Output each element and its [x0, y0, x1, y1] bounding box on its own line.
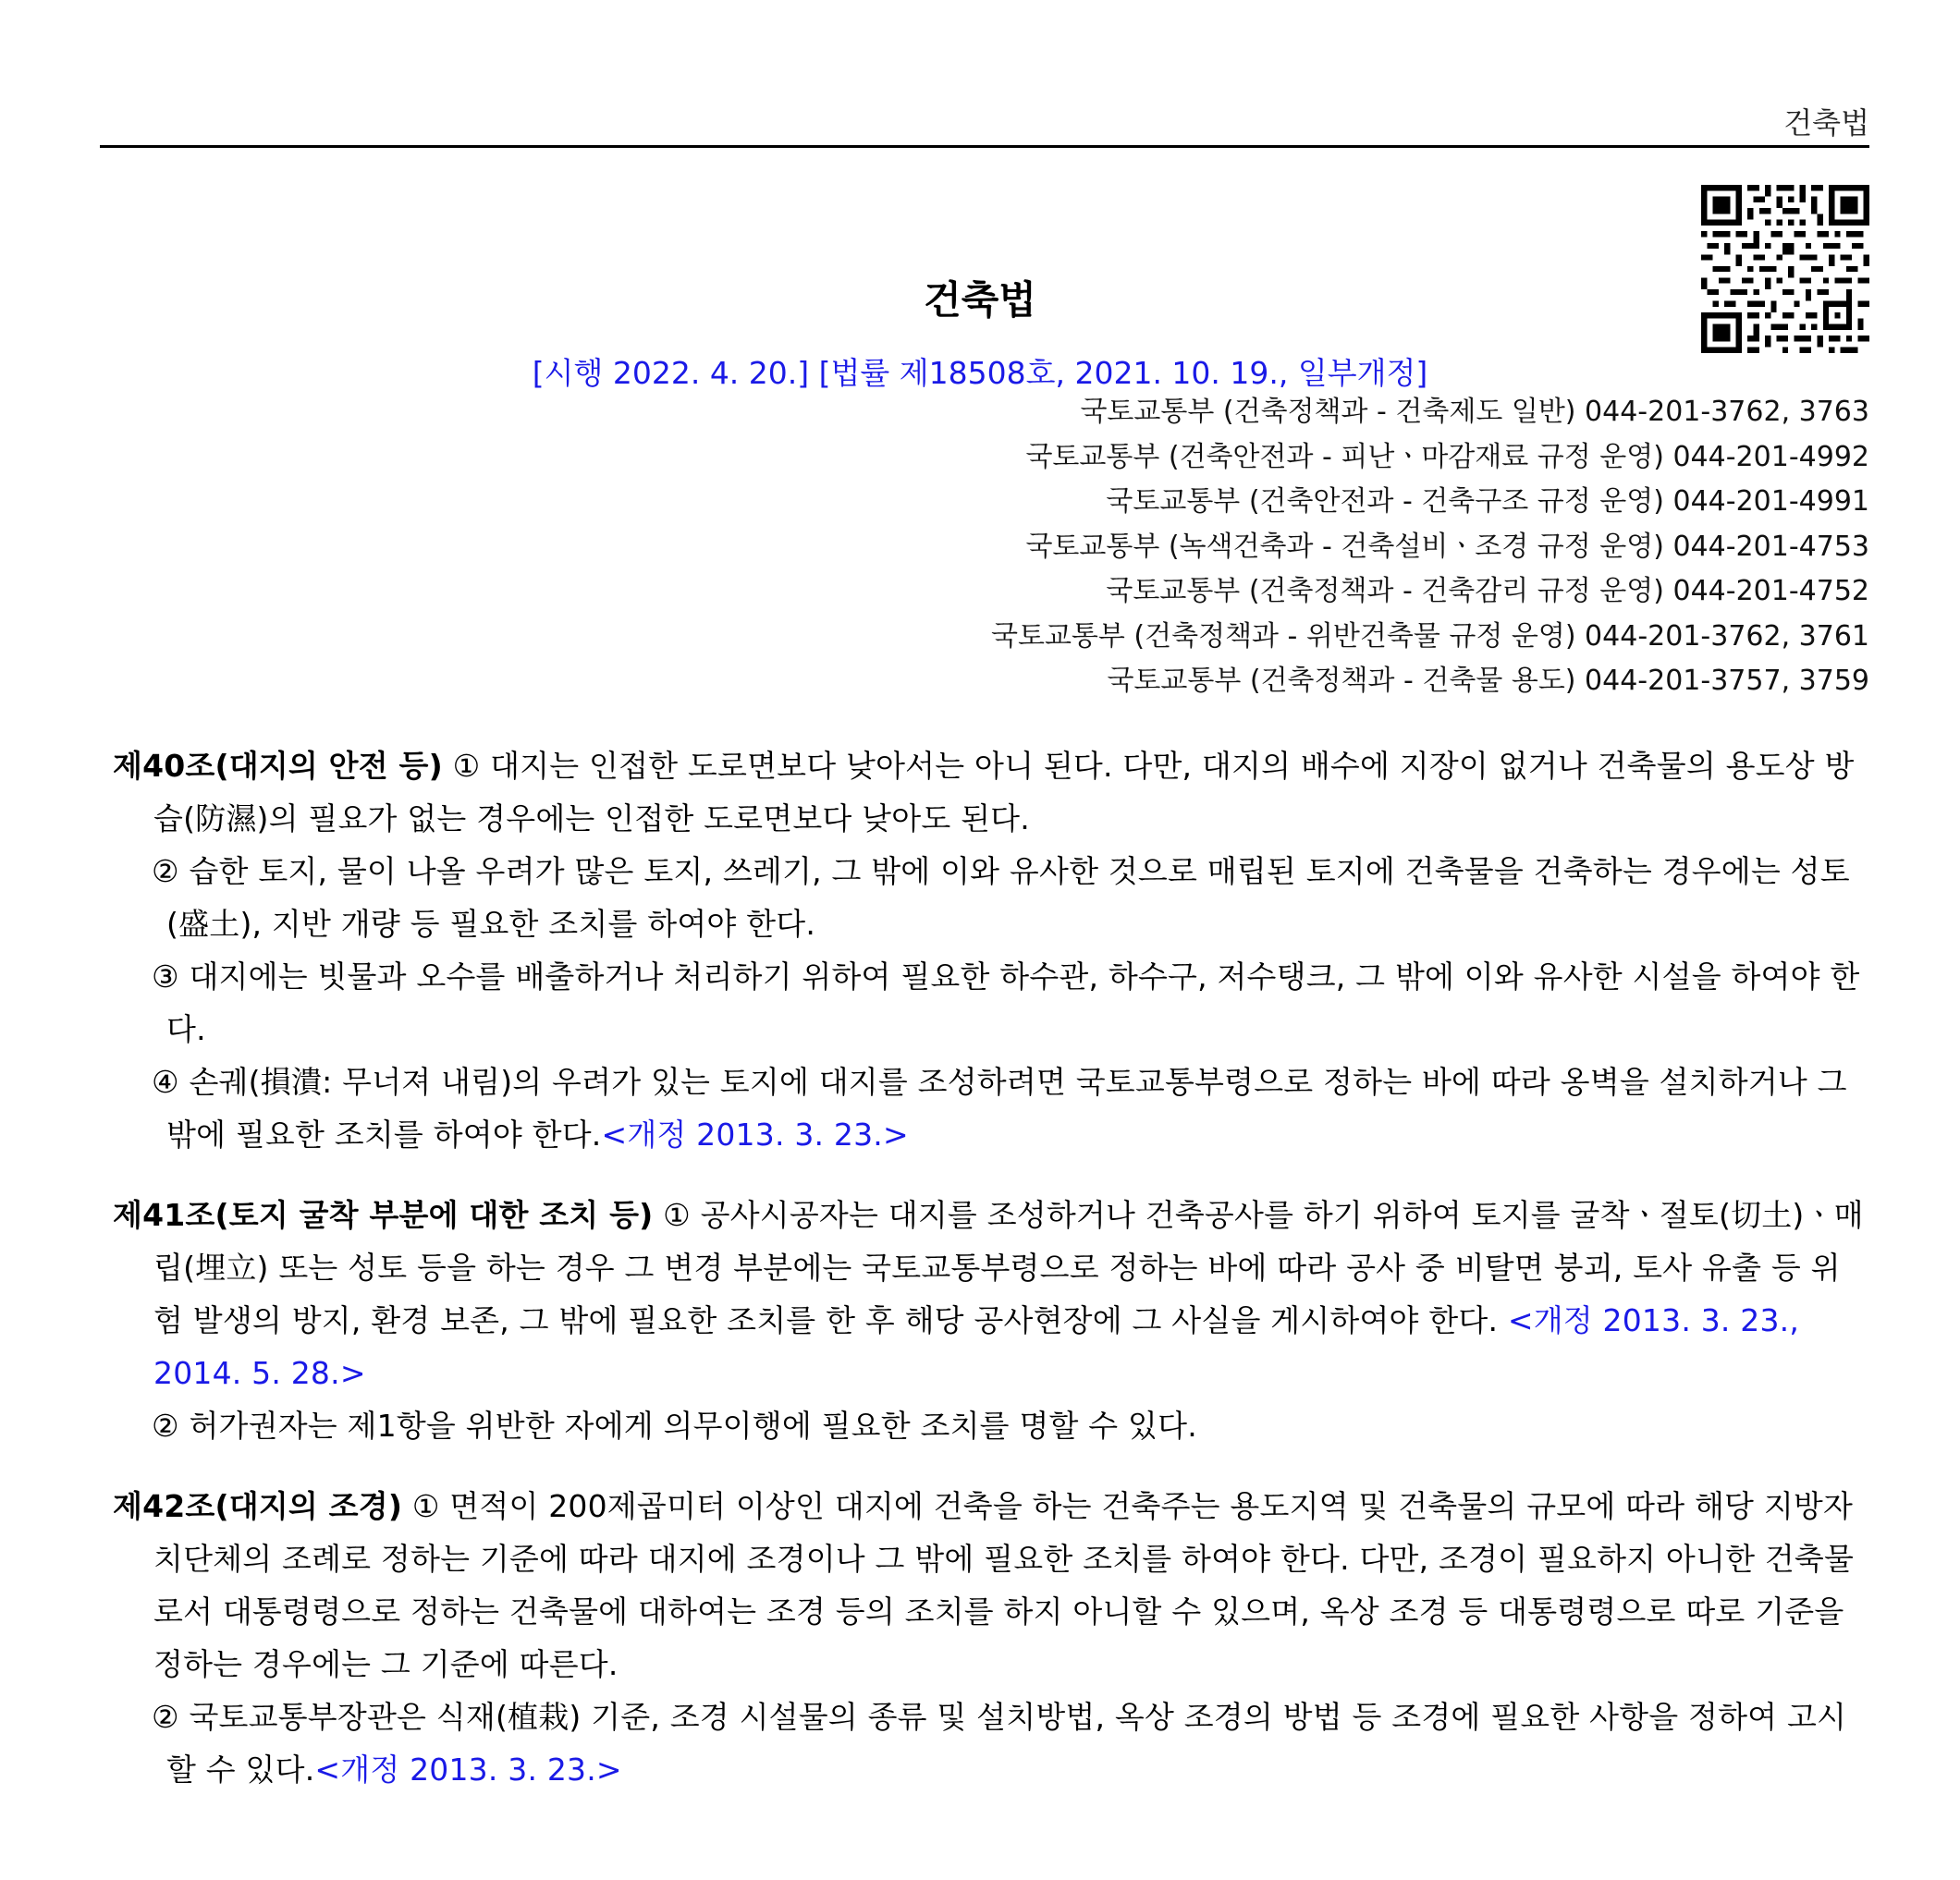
contact-line: 국토교통부 (건축정책과 - 건축감리 규정 운영) 044-201-4752	[1106, 575, 1869, 607]
enactment-info: [시행 2022. 4. 20.] [법률 제18508호, 2021. 10. 19., 일부개정]	[532, 355, 1428, 391]
paragraph-text: ① 면적이 200제곱미터 이상인 대지에 건축을 하는 건축주는 용도지역 및 건축물의 규모에 따라 해당 지방자치단체의 조례로 정하는 기준에 따라 대지에 조경이나 그 밖에 필요한 조치를 하여야 한다. 다만, 조경이 필요하지 아니한 건축물로서 대통령령으로 정하는 건축물에 대하여는 조경 등의 조치를 하지 아니할 수 있으며, 옥상 조경 등 대통령령으로 따로 기준을 정하는 경우에는 그 기준에 따른다.	[153, 1488, 1855, 1682]
contact-line: 국토교통부 (녹색건축과 - 건축설비ㆍ조경 규정 운영) 044-201-4753	[1025, 530, 1869, 563]
paragraph-text: ④ 손궤(損潰: 무너져 내림)의 우려가 있는 토지에 대지를 조성하려면 국토교통부령으로 정하는 바에 따라 옹벽을 설치하거나 그 밖에 필요한 조치를 하여야 한다.	[152, 1064, 1847, 1153]
contact-list	[991, 390, 1869, 704]
article-heading: 제40조(대지의 안전 등)	[113, 748, 443, 784]
paragraph-text: ② 허가권자는 제1항을 위반한 자에게 의무이행에 필요한 조치를 명할 수 있다.	[152, 1408, 1197, 1444]
contact-line: 국토교통부 (건축정책과 - 건축물 용도) 044-201-3757, 3759	[1107, 665, 1869, 697]
running-header-title: 건축법	[1783, 105, 1869, 140]
article-first-paragraph	[113, 1480, 1869, 1691]
paragraph	[113, 1399, 1869, 1452]
amendment-note: <개정 2013. 3. 23., 2014. 5. 28.>	[153, 1302, 1800, 1391]
paragraph-text: ① 공사시공자는 대지를 조성하거나 건축공사를 하기 위하여 토지를 굴착ㆍ절토(切土)ㆍ매립(埋立) 또는 성토 등을 하는 경우 그 변경 부분에는 국토교통부령으로 정하는 바에 따라 공사 중 비탈면 붕괴, 토사 유출 등 위험 발생의 방지, 환경 보존, 그 밖에 필요한 조치를 한 후 해당 공사현장에 그 사실을 게시하여야 한다.	[153, 1197, 1864, 1338]
paragraph	[113, 1691, 1869, 1796]
article-heading: 제42조(대지의 조경)	[113, 1488, 403, 1524]
article-42	[113, 1480, 1869, 1796]
paragraph-text: ① 대지는 인접한 도로면보다 낮아서는 아니 된다. 다만, 대지의 배수에 지장이 없거나 건축물의 용도상 방습(防濕)의 필요가 없는 경우에는 인접한 도로면보다 낮아도 된다.	[153, 748, 1855, 836]
amendment-note: <개정 2013. 3. 23.>	[314, 1752, 622, 1788]
contact-line: 국토교통부 (건축안전과 - 건축구조 규정 운영) 044-201-4991	[1106, 485, 1869, 518]
paragraph	[113, 845, 1869, 950]
paragraph-text: ② 국토교통부장관은 식재(植栽) 기준, 조경 시설물의 종류 및 설치방법, 옥상 조경의 방법 등 조경에 필요한 사항을 정하여 고시할 수 있다.	[152, 1699, 1847, 1788]
article-heading: 제41조(토지 굴착 부분에 대한 조치 등)	[113, 1197, 654, 1233]
article-first-paragraph	[113, 1189, 1869, 1399]
document-title: 건축법	[924, 277, 1036, 323]
paragraph-text: ② 습한 토지, 물이 나올 우려가 많은 토지, 쓰레기, 그 밖에 이와 유사한 것으로 매립된 토지에 건축물을 건축하는 경우에는 성토(盛土), 지반 개량 등 필요한 조치를 하여야 한다.	[152, 853, 1850, 942]
header-divider	[100, 145, 1869, 148]
paragraph	[113, 950, 1869, 1056]
amendment-note: <개정 2013. 3. 23.>	[601, 1117, 909, 1153]
paragraph-text: ③ 대지에는 빗물과 오수를 배출하거나 처리하기 위하여 필요한 하수관, 하수구, 저수탱크, 그 밖에 이와 유사한 시설을 하여야 한다.	[152, 958, 1860, 1047]
contact-line: 국토교통부 (건축정책과 - 건축제도 일반) 044-201-3762, 3763	[1080, 396, 1869, 428]
contact-line: 국토교통부 (건축정책과 - 위반건축물 규정 운영) 044-201-3762, 3761	[990, 619, 1869, 653]
paragraph	[113, 1056, 1869, 1161]
article-first-paragraph	[113, 739, 1869, 845]
article-40	[113, 739, 1869, 1161]
qr-code	[1701, 185, 1869, 353]
contact-line: 국토교통부 (건축안전과 - 피난ㆍ마감재료 규정 운영) 044-201-4992	[1025, 440, 1869, 473]
article-list	[113, 739, 1869, 1824]
article-41	[113, 1189, 1869, 1452]
